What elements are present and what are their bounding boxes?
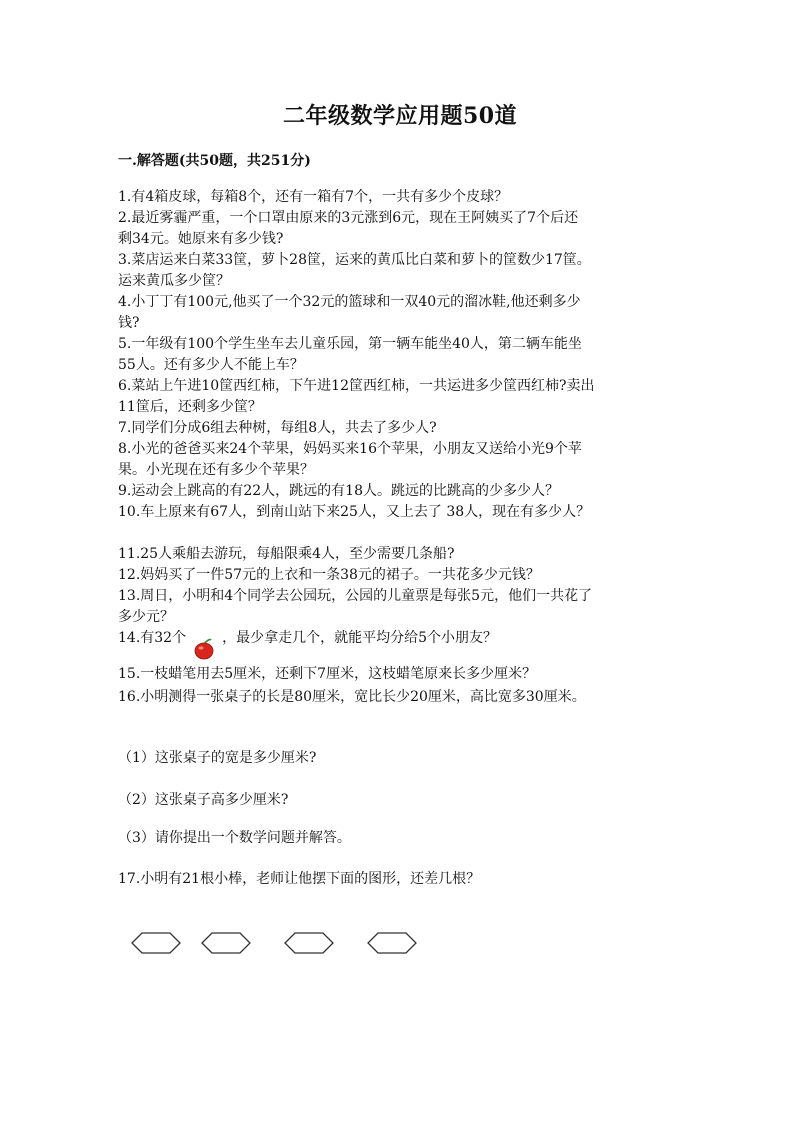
text-line: 12.妈妈买了一件57元的上衣和一条38元的裙子。一共花多少元钱？ [118,567,540,583]
text-line: 剩34元。她原来有多少钱? [118,231,284,247]
text-line: 5.一年级有100个学生坐车去儿童乐园，第一辆车能坐40人，第二辆车能坐 [118,336,582,352]
question-14 [118,629,497,647]
text-line: 7.同学们分成6组去种树，每组8人，共去了多少人? [118,420,437,436]
text-line: 6.菜站上午进10筐西红柿，下午进12筐西红柿，一共运进多少筐西红柿?卖出 [118,378,595,394]
sub-question: （1）这张桌子的宽是多少厘米? [118,750,317,766]
text-line: 运来黄瓜多少筐？ [118,273,230,289]
text-line: 8.小光的爸爸买来24个苹果，妈妈买来16个苹果，小朋友又送给小光9个苹 [118,441,582,457]
section-heading: 一.解答题(共50题，共251分) [118,153,311,169]
apple-icon [192,638,216,656]
text-line: 4.小丁丁有100元,他买了一个32元的篮球和一双40元的溜冰鞋,他还剩多少 [118,294,581,310]
sub-question: （2）这张桌子高多少厘米? [118,792,289,808]
q14-text-before: 14.有32个 [118,630,187,646]
hexagon-shape [368,933,416,953]
hexagon-shape [202,933,250,953]
text-line: 11.25人乘船去游玩，每船限乘4人，至少需要几条船? [118,546,455,562]
text-line: 13.周日，小明和4个同学去公园玩，公园的儿童票是每张5元，他们一共花了 [118,588,593,604]
page-title: 二年级数学应用题50道 [282,103,518,129]
text-line: 55人。还有多少人不能上车？ [118,357,304,373]
hexagon-shape [285,933,333,953]
text-line: 2.最近雾霾严重，一个口罩由原来的3元涨到6元，现在王阿姨买了7个后还 [118,210,579,226]
question-17: 17.小明有21根小棒，老师让他摆下面的图形，还差几根？ [118,871,481,887]
sub-question: （3）请你提出一个数学问题并解答。 [118,830,351,846]
text-line: 10.车上原来有67人，到南山站下来25人，又上去了 38人，现在有多少人？ [118,504,591,520]
text-line: 果。小光现在还有多少个苹果？ [118,462,314,478]
hexagon-shape [132,933,180,953]
text-line: 3.菜店运来白菜33筐，萝卜28筐，运来的黄瓜比白菜和萝卜的筐数少17筐。 [118,252,591,268]
text-line: 钱? [118,315,140,331]
q14-text-after: ，最少拿走几个，就能平均分给5个小朋友？ [222,630,497,646]
text-line: 1.有4箱皮球，每箱8个，还有一箱有7个，一共有多少个皮球？ [118,189,509,205]
text-line: 15.一枝蜡笔用去5厘米，还剩下7厘米，这枝蜡笔原来长多少厘米？ [118,666,537,682]
text-line: 多少元？ [118,609,174,625]
text-line: 11筐后，还剩多少筐？ [118,399,262,415]
text-line: 9.运动会上跳高的有22人，跳远的有18人。跳远的比跳高的少多少人？ [118,483,559,499]
hexagon-figures [130,930,430,956]
text-line: 16.小明测得一张桌子的长是80厘米，宽比长少20厘米，高比宽多30厘米。 [118,689,586,705]
